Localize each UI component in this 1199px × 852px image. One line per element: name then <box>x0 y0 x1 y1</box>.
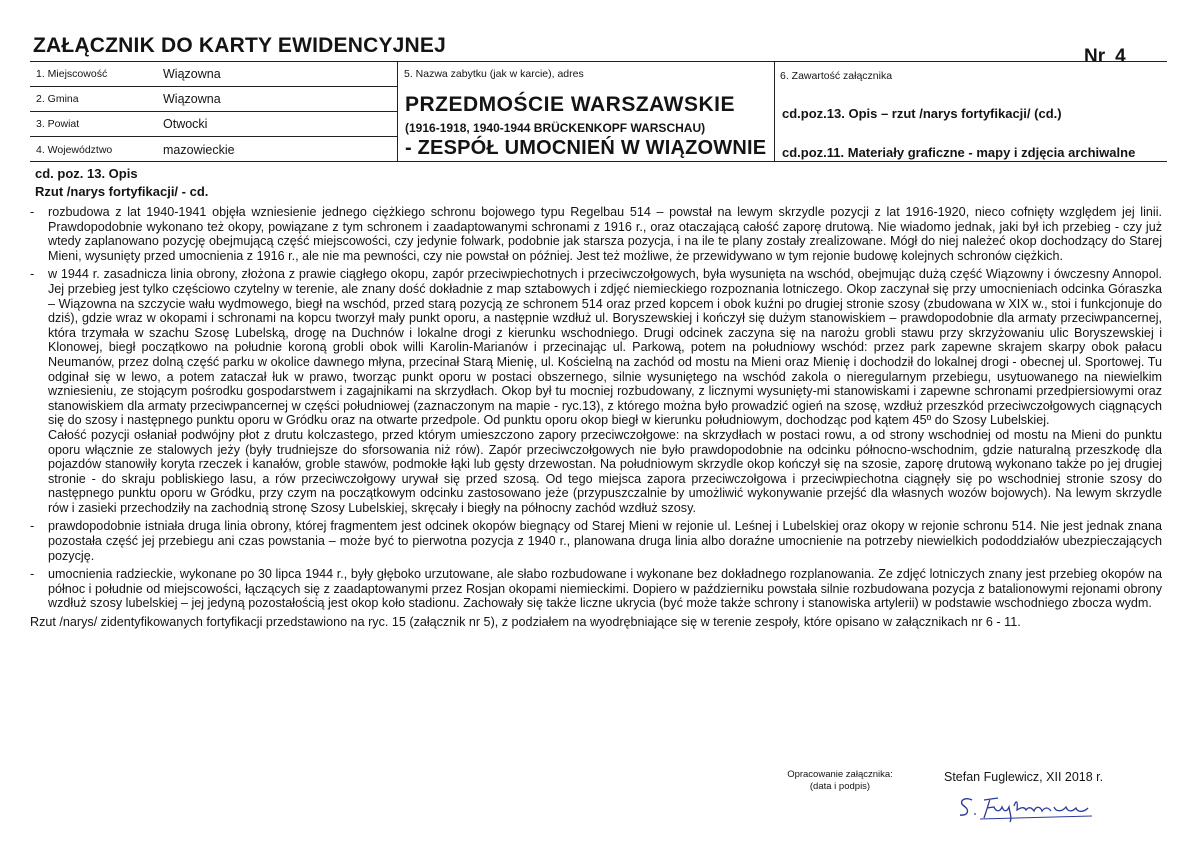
document-title: ZAŁĄCZNIK DO KARTY EWIDENCYJNEJ <box>33 34 447 57</box>
row-divider <box>30 86 397 87</box>
paragraph-text: rozbudowa z lat 1940-1941 objęła wzniesienie jednego ciężkiego schronu bojowego typu Regelbau 514 – powstał na lewym skrzydle pozycji z lat 1916-1920, nieco cofnięty względem jej linii. Prawdopodobnie wykonano też okopy, powiązane z tym schronem i zaadaptowanymi schronami z 1916 r., oraz otaczającą całość zaporę drutową. Nie wiadomo jednak, jaki był ich przebieg - czy już wtedy zaplanowano pozycję obejmującą część miejscowości, czy jedynie folwark, podobnie jak starsza pozycja, i na ile te plany zostały zrealizowane. Mógł do niej należeć okop dochodzący do Starej Mieni, wysunięty przed umocnienia z 1916 r., ale nie ma pewności, czy nie powstał on później. Jest też możliwe, że przewidywano w tym rejonie budowę kolejnych schronów ciężkich. <box>48 205 1162 263</box>
row-divider <box>30 111 397 112</box>
paragraph-text: umocnienia radzieckie, wykonane po 30 lipca 1944 r., były głęboko urzutowane, ale słabo rozbudowane i wykonane bez dokładnego rozplanowania. Ze zdjęć lotniczych znany jest przebieg okopów na północ i południe od miejscowości, łączących się z zaadaptowanymi przez Rosjan okopami niemieckimi. Dopiero w październiku powstała silnie rozbudowana pozycja z batalionowymi rejonami obrony wzdłuż szosy lubelskiej – jej jedyną pozostałością jest okop koło stadionu. Zachowały się także liczne ukrycia (być może także schrony i stanowiska artylerii) w podstawie wschodniego zbocza wydm. <box>48 567 1162 611</box>
section-subheading: Rzut /narys fortyfikacji/ - cd. <box>35 184 209 199</box>
prepared-label-line1: Opracowanie załącznika: <box>787 769 893 780</box>
dash-bullet: - <box>30 567 35 582</box>
handwritten-signature <box>954 788 1104 824</box>
author-date: Stefan Fuglewicz, XII 2018 r. <box>944 770 1104 784</box>
list-item <box>30 267 1162 428</box>
paragraph-text: Całość pozycji osłaniał podwójny płot z drutu kolczastego, przed którym umieszczono zapory przeciwczołgowe: na skrzydłach w postaci rowu, a od strony wschodniej od mostu na Mieni do punktu oporu włącznie ze stalowych jeży (były trudniejsze do sforsowania niż rów). Zapór przeciwczołgowych nie było prawdopodobnie na odcinku północno-wschodnim, gdzie naturalną przeszkodę dla pojazdów stanowiły koryta rzeczek i kanałów, groble stawów, podmokłe łąki lub gęsty drzewostan. Na południowym skrzydle okop kończył się na szosie, zaporę drutową wykonano także po jej drugiej stronie - do skraju pobliskiego lasu, a rów przeciwczołgowy urywał się przed szosą. Od tego miejsca zapora przeciwczołgowa i przeciwpiechotna ciągnęły się po wschodniej stronie szosy do następnego punktu oporu w Gródku, przy czym na początkowym odcinku zastosowano jeże (przypuszczalnie by umożliwić wykonywanie przejść dla własnych wozów bojowych). Na lewym skrzydle rów i zasieki przechodziły na zachodnią stronę Szosy Lubelskiej, skręcały i biegły na północny zachód wzdłuż szosy. <box>48 427 1162 515</box>
monument-name-line2: (1916-1918, 1940-1944 BRÜCKENKOPF WARSCHAU) <box>405 121 706 135</box>
monument-label: 5. Nazwa zabytku (jak w karcie), adres <box>404 68 584 80</box>
column-divider <box>397 61 398 161</box>
field-value-miejscowosc: Wiązowna <box>163 67 221 81</box>
field-label-wojewodztwo: 4. Województwo <box>36 144 113 156</box>
description-body <box>30 205 1162 630</box>
nr-label: Nr <box>1084 46 1106 67</box>
dash-bullet: - <box>30 267 35 282</box>
table-top-border <box>30 61 1167 62</box>
column-divider <box>774 61 775 161</box>
paragraph-text: w 1944 r. zasadnicza linia obrony, złożona z prawie ciągłego okopu, zapór przeciwpiechotnych i przeciwczołgowych, była wysunięta na wschód, obejmując dużą część Wiązowny i ówczesny Annopol. Jej przebieg jest tylko częściowo czytelny w terenie, ale znany dość dokładnie z map sztabowych i zdjęć niemieckiego rozpoznania lotniczego. Okop zaczynał się przy umocnieniach odcinka Góraszka – Wiązowna na szczycie wału wydmowego, biegł na wschód, przed starą pozycją ze schronem 514 oraz przed kopcem i obok kuźni po drugiej stronie szosy (zbudowana w XIX w., stoi i funkcjonuje do dziś), gdzie wraz w okopami i schronami na kopcu tworzył mały punkt oporu, a następnie wzdłuż ul. Boryszewskiej i kończył się dużym stanowiskiem – prawdopodobnie dla armaty przeciwpancernej, która trzymała w szachu Szosę Lubelską, drogę na Duchnów i lokalne drogi z kierunku wschodniego. Drugi odcinek zaczyna się na narożu grobli stawu przy skrzyżowaniu ulic Boryszewskiej i Klonowej, biegł początkowo na południe koroną grobli obok willi Karolin-Marianów i przecinając ul. Parkową, potem na południowy wschód: przez park zapewne skrajem skarpy obok pałacu Neumanów, przez dolną część parku w okolice dawnego młyna, przecinał Starą Mienię, ul. Kościelną na zachód od mostu na Mieni oraz Mienię i dochodził do lokalnej drogi - obecnej ul. Sportowej. Tu odginał się w lewo, a potem zataczał łuk w prawo, tworząc punkt oporu w postaci obszernego, silnie wysuniętego na wschód zakola o nieregularnym przebiegu, usytuowanego na niewielkim wzniesieniu, ze stojącym pośrodku gospodarstwem i zagajnikami na skrzydłach. Okop był tu mocniej rozbudowany, z licznymi wysunięty-mi stanowiskami i zapewne schronami przedpiersiowymi oraz stanowiskiem dla armaty przeciwpancernej w części południowej (zaznaczonym na mapie - ryc.13), z którego można było prowadzić ogień na szosę, wzdłuż przeszkód przeciwczołgowych ciągnących się do szosy i następnego punktu oporu w Gródku oraz na otwarte przedpole. Od punktu oporu okop biegł w kierunku południowym, dochodząc pod kątem 45º do Szosy Lubelskiej. <box>48 267 1162 428</box>
monument-name-line1: PRZEDMOŚCIE WARSZAWSKIE <box>405 93 736 116</box>
content-label: 6. Zawartość załącznika <box>780 70 893 82</box>
row-divider <box>30 136 397 137</box>
field-label-gmina: 2. Gmina <box>36 93 79 105</box>
field-label-miejscowosc: 1. Miejscowość <box>36 68 108 80</box>
paragraph <box>30 428 1162 516</box>
nr-value: 4 <box>1115 46 1126 67</box>
list-item <box>30 205 1162 263</box>
section-heading: cd. poz. 13. Opis <box>35 166 138 181</box>
content-line2: cd.poz.11. Materiały graficzne - mapy i zdjęcia archiwalne <box>782 145 1136 160</box>
prepared-by-label <box>770 769 910 792</box>
monument-name-line3: - ZESPÓŁ UMOCNIEŃ W WIĄZOWNIE <box>405 137 767 159</box>
table-bottom-border <box>30 161 1167 162</box>
list-item <box>30 567 1162 611</box>
field-value-gmina: Wiązowna <box>163 92 221 106</box>
dash-bullet: - <box>30 205 35 219</box>
closing-paragraph: Rzut /narys/ zidentyfikowanych fortyfikacji przedstawiono na ryc. 15 (załącznik nr 5), z podziałem na wyodrębniające się w terenie zespoły, które opisano w załącznikach nr 6 - 11. <box>30 615 1021 630</box>
prepared-label-line2: (data i podpis) <box>809 780 871 792</box>
field-label-powiat: 3. Powiat <box>36 118 80 130</box>
paragraph-text: prawdopodobnie istniała druga linia obrony, której fragmentem jest odcinek okopów biegnący od Starej Mieni w rejonie ul. Leśnej i Lubelskiej oraz okopy w rejonie schronu 514. Nie jest jednak znana pozostała część jej przebiegu ani czas powstania – może być to pierwotna pozycja z 1940 r., planowana druga linia albo doraźne umocnienie na potrzeby niewielkich pododdziałów ubezpieczających pozycję. <box>48 519 1162 563</box>
field-value-wojewodztwo: mazowieckie <box>163 143 235 157</box>
dash-bullet: - <box>30 519 35 534</box>
list-item <box>30 519 1162 563</box>
field-value-powiat: Otwocki <box>163 117 208 131</box>
attachment-number <box>1084 46 1126 68</box>
content-line1: cd.poz.13. Opis – rzut /narys fortyfikacji/ (cd.) <box>782 106 1062 121</box>
